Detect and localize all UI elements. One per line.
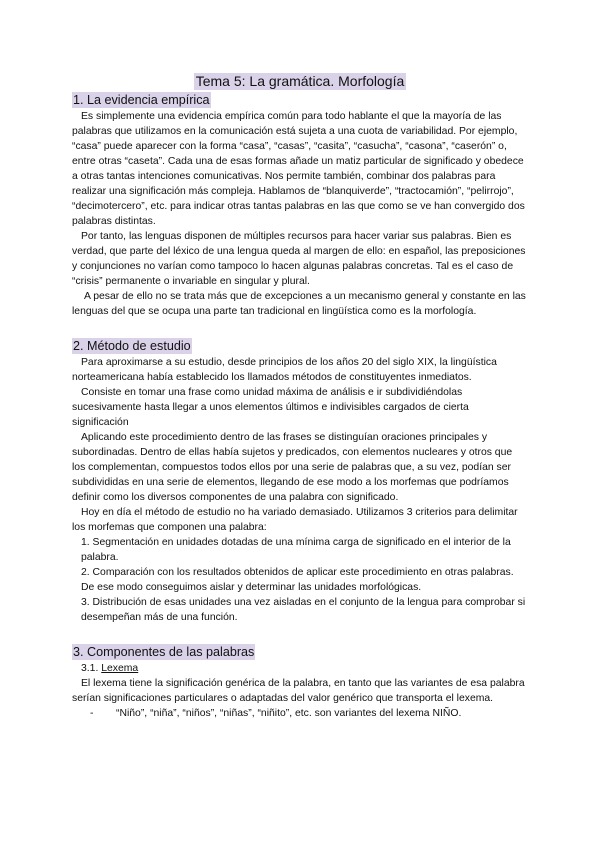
section-3-heading-wrap — [72, 644, 528, 661]
section-1-paragraph: Es simplemente una evidencia empírica común para todo hablante el que la mayoría de las palabras que utilizamos en la comunicación está sujeta a una cuota de variabilidad. Por ejemplo, “casa” puede aparecer con la forma “casa”, “casas”, “casita”, “casucha”, “casona”, “caserón” o, entre otras “caseta”. Cada una de esas formas añade un matiz particular de significado y obedece a otras tantas intenciones comunicativas. Nos permite también, combinar dos palabras para realizar una significación más compleja. Hablamos de “blanquiverde”, “tractocamión”, “pelirrojo”, “decimotercero”, etc. para indicar otras tantas palabras en las que como se ve han convergido dos palabras distintas. — [72, 111, 525, 227]
section-2-paragraph: Para aproximarse a su estudio, desde principios de los años 20 del siglo XIX, la lingüística norteamericana había establecido los llamados métodos de constituyentes inmediatos. — [72, 357, 497, 383]
subsection-title: Lexema — [101, 663, 139, 674]
section-1-paragraph: A pesar de ello no se trata más que de excepciones a un mecanismo general y constante en las lenguas del que se ocupa una parte tan tradicional en lingüística como es la morfología. — [72, 291, 526, 317]
bullet-text: “Niño”, “niña”, “niños”, “niñas”, “niñito”, etc. son variantes del lexema NIÑO. — [116, 708, 462, 719]
section-1-heading-wrap — [72, 92, 528, 109]
criteria-list-item: 1. Segmentación en unidades dotadas de una mínima carga de significado en el interior de la palabra. — [81, 537, 511, 563]
title-wrap — [0, 73, 600, 91]
spacer — [72, 319, 528, 338]
section-2-paragraph: Aplicando este procedimiento dentro de las frases se distinguían oraciones principales y subordinadas. Dentro de ellas había sujetos y predicados, con elementos nucleares y otros que los complementan, compuestos todos ellos por una serie de palabras que, a su vez, podían ser subdivididas en una serie de elementos, llegando de ese modo a los morfemas que podríamos definir como los diversos componentes de una palabra con significado. — [72, 432, 513, 503]
subsection-3-1-heading — [72, 661, 528, 676]
section-3-heading: 3. Componentes de las palabras — [73, 645, 255, 659]
section-2-heading-wrap — [72, 338, 528, 355]
subsection-number: 3.1. — [81, 663, 99, 674]
spacer — [72, 625, 528, 644]
section-2-paragraph: Hoy en día el método de estudio no ha variado demasiado. Utilizamos 3 criterios para delimitar los morfemas que componen una palabra: — [72, 507, 518, 533]
section-3-paragraph: El lexema tiene la significación genérica de la palabra, en tanto que las variantes de esa palabra serían significaciones particulares o adaptadas del valor genérico que transporta el lexema. — [72, 678, 525, 704]
section-2-heading: 2. Método de estudio — [73, 339, 191, 353]
criteria-list-item: 3. Distribución de esas unidades una vez aisladas en el conjunto de la lengua para comprobar si desempeñan más de una función. — [81, 597, 526, 623]
criteria-list-item: 2. Comparación con los resultados obtenidos de aplicar este procedimiento en otras palabras. De ese modo conseguimos aislar y determinar las unidades morfológicas. — [81, 567, 514, 593]
bullet-item — [72, 706, 528, 721]
document-body — [72, 92, 528, 721]
section-1-heading: 1. La evidencia empírica — [73, 93, 210, 107]
document-title: Tema 5: La gramática. Morfología — [195, 73, 405, 89]
section-2-paragraph: Consiste en tomar una frase como unidad máxima de análisis e ir subdividiéndolas sucesivamente hasta llegar a unos elementos últimos e indivisibles cargados de cierta significación — [72, 387, 469, 428]
section-1-paragraph: Por tanto, las lenguas disponen de múltiples recursos para hacer variar sus palabras. Bien es verdad, que parte del léxico de una lengua queda al margen de ello: en español, las preposiciones y conjunciones no varían como tampoco lo hacen algunas palabras concretas. Tal es el caso de “crisis” permanente o invariable en singular y plural. — [72, 231, 526, 287]
bullet-marker: - — [90, 708, 94, 719]
